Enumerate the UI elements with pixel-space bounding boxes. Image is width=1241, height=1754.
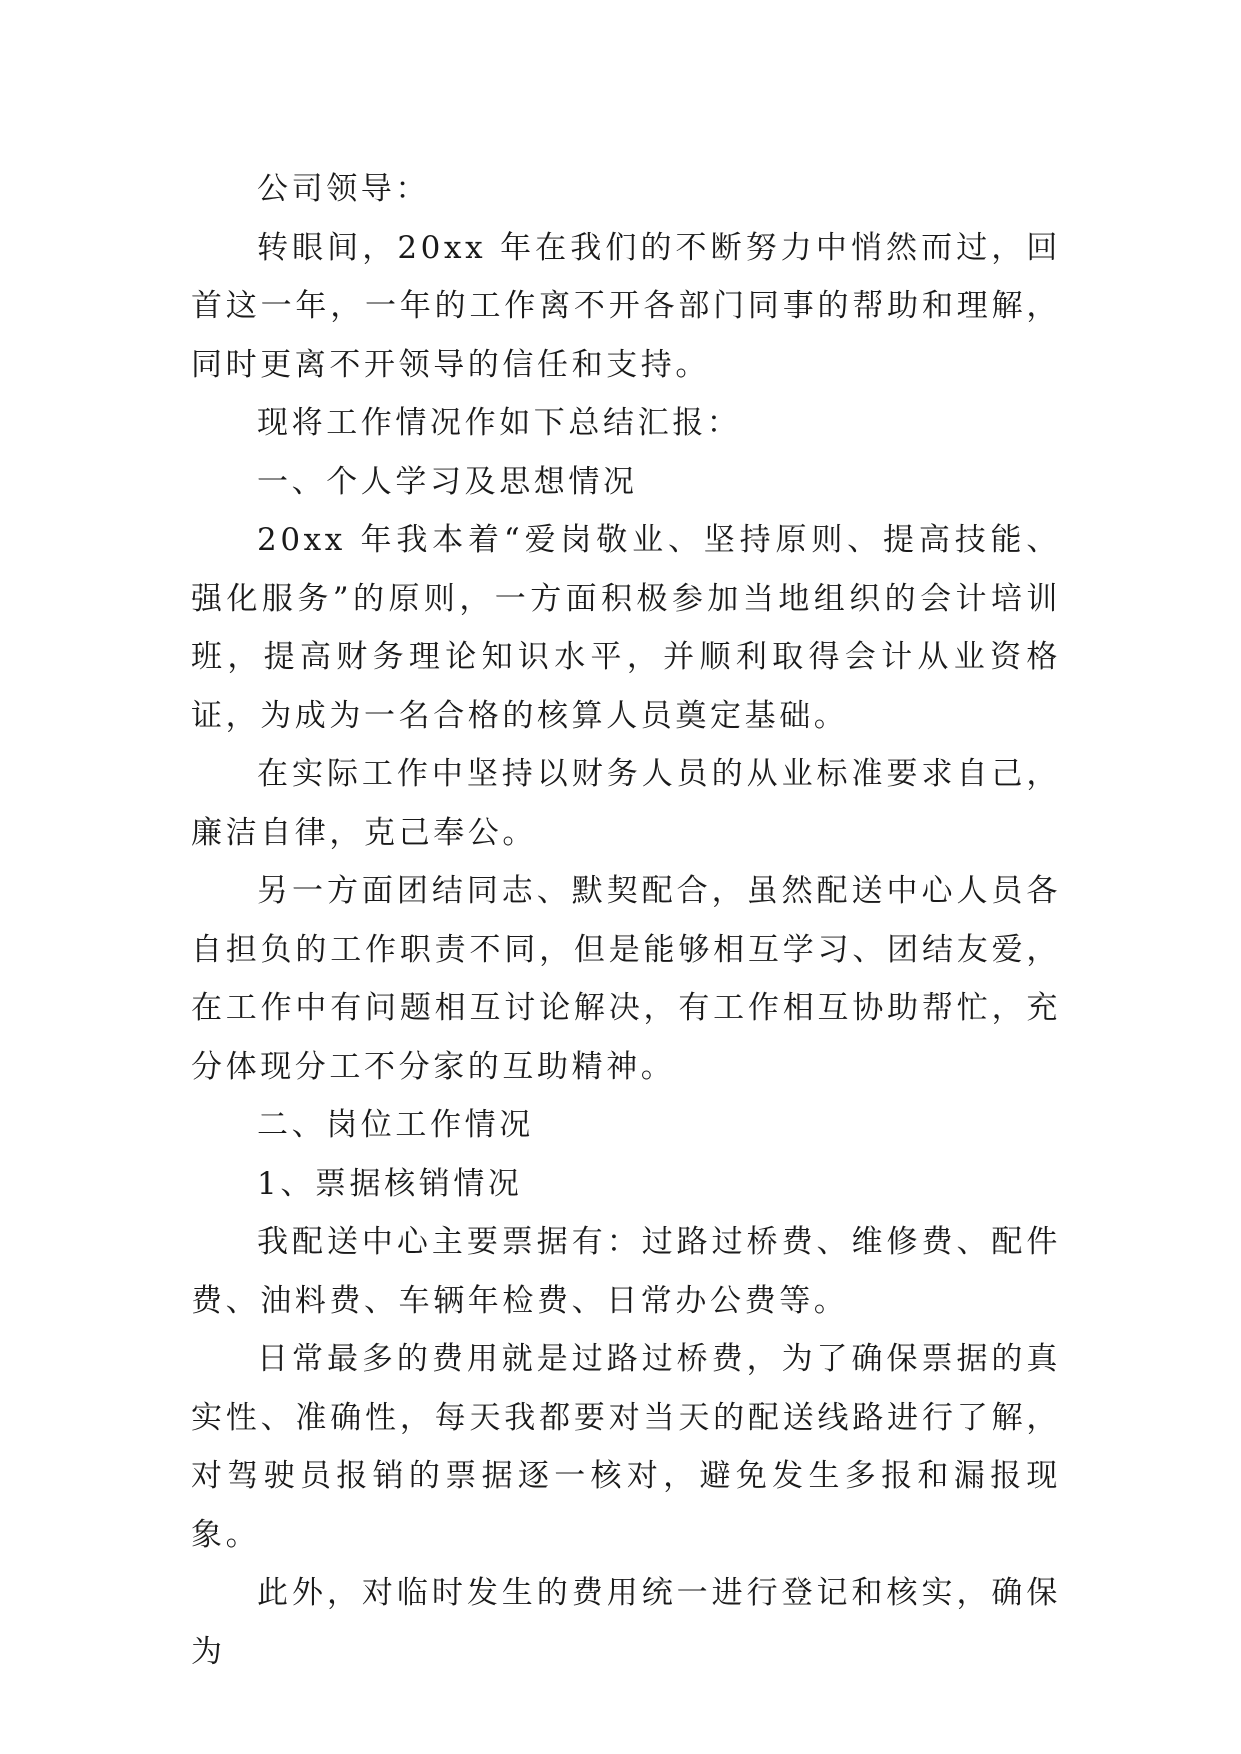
paragraph-self-discipline: 在实际工作中坚持以财务人员的从业标准要求自己，廉洁自律，克己奉公。 (191, 756, 1061, 851)
paragraph-temporary-fees: 此外，对临时发生的费用统一进行登记和核实，确保为 (191, 1575, 1061, 1670)
paragraph-bill-types: 我配送中心主要票据有：过路过桥费、维修费、配件费、油料费、车辆年检费、日常办公费等。 (191, 1224, 1061, 1319)
paragraph-teamwork: 另一方面团结同志、默契配合，虽然配送中心人员各自担负的工作职责不同，但是能够相互学习、团结友爱，在工作中有问题相互讨论解决，有工作相互协助帮忙，充分体现分工不分家的互助精神。 (191, 873, 1061, 1085)
paragraph-toll-fees: 日常最多的费用就是过路过桥费，为了确保票据的真实性、准确性，每天我都要对当天的配送线路进行了解，对驾驶员报销的票据逐一核对，避免发生多报和漏报现象。 (191, 1341, 1061, 1553)
paragraph-study: 20xx 年我本着“爱岗敬业、坚持原则、提高技能、强化服务”的原则，一方面积极参加当地组织的会计培训班，提高财务理论知识水平，并顺利取得会计从业资格证，为成为一名合格的核算人员奠定基础。 (191, 522, 1061, 734)
document-body (191, 160, 1061, 1681)
paragraph-intro: 转眼间，20xx 年在我们的不断努力中悄然而过，回首这一年，一年的工作离不开各部门同事的帮助和理解，同时更离不开领导的信任和支持。 (191, 229, 1061, 383)
paragraph-summary-lead: 现将工作情况作如下总结汇报： (257, 405, 742, 441)
salutation: 公司领导： (257, 171, 430, 207)
section-heading-2: 二、岗位工作情况 (257, 1107, 534, 1143)
subsection-heading-1: 1、票据核销情况 (257, 1165, 523, 1202)
section-heading-1: 一、个人学习及思想情况 (257, 463, 638, 500)
